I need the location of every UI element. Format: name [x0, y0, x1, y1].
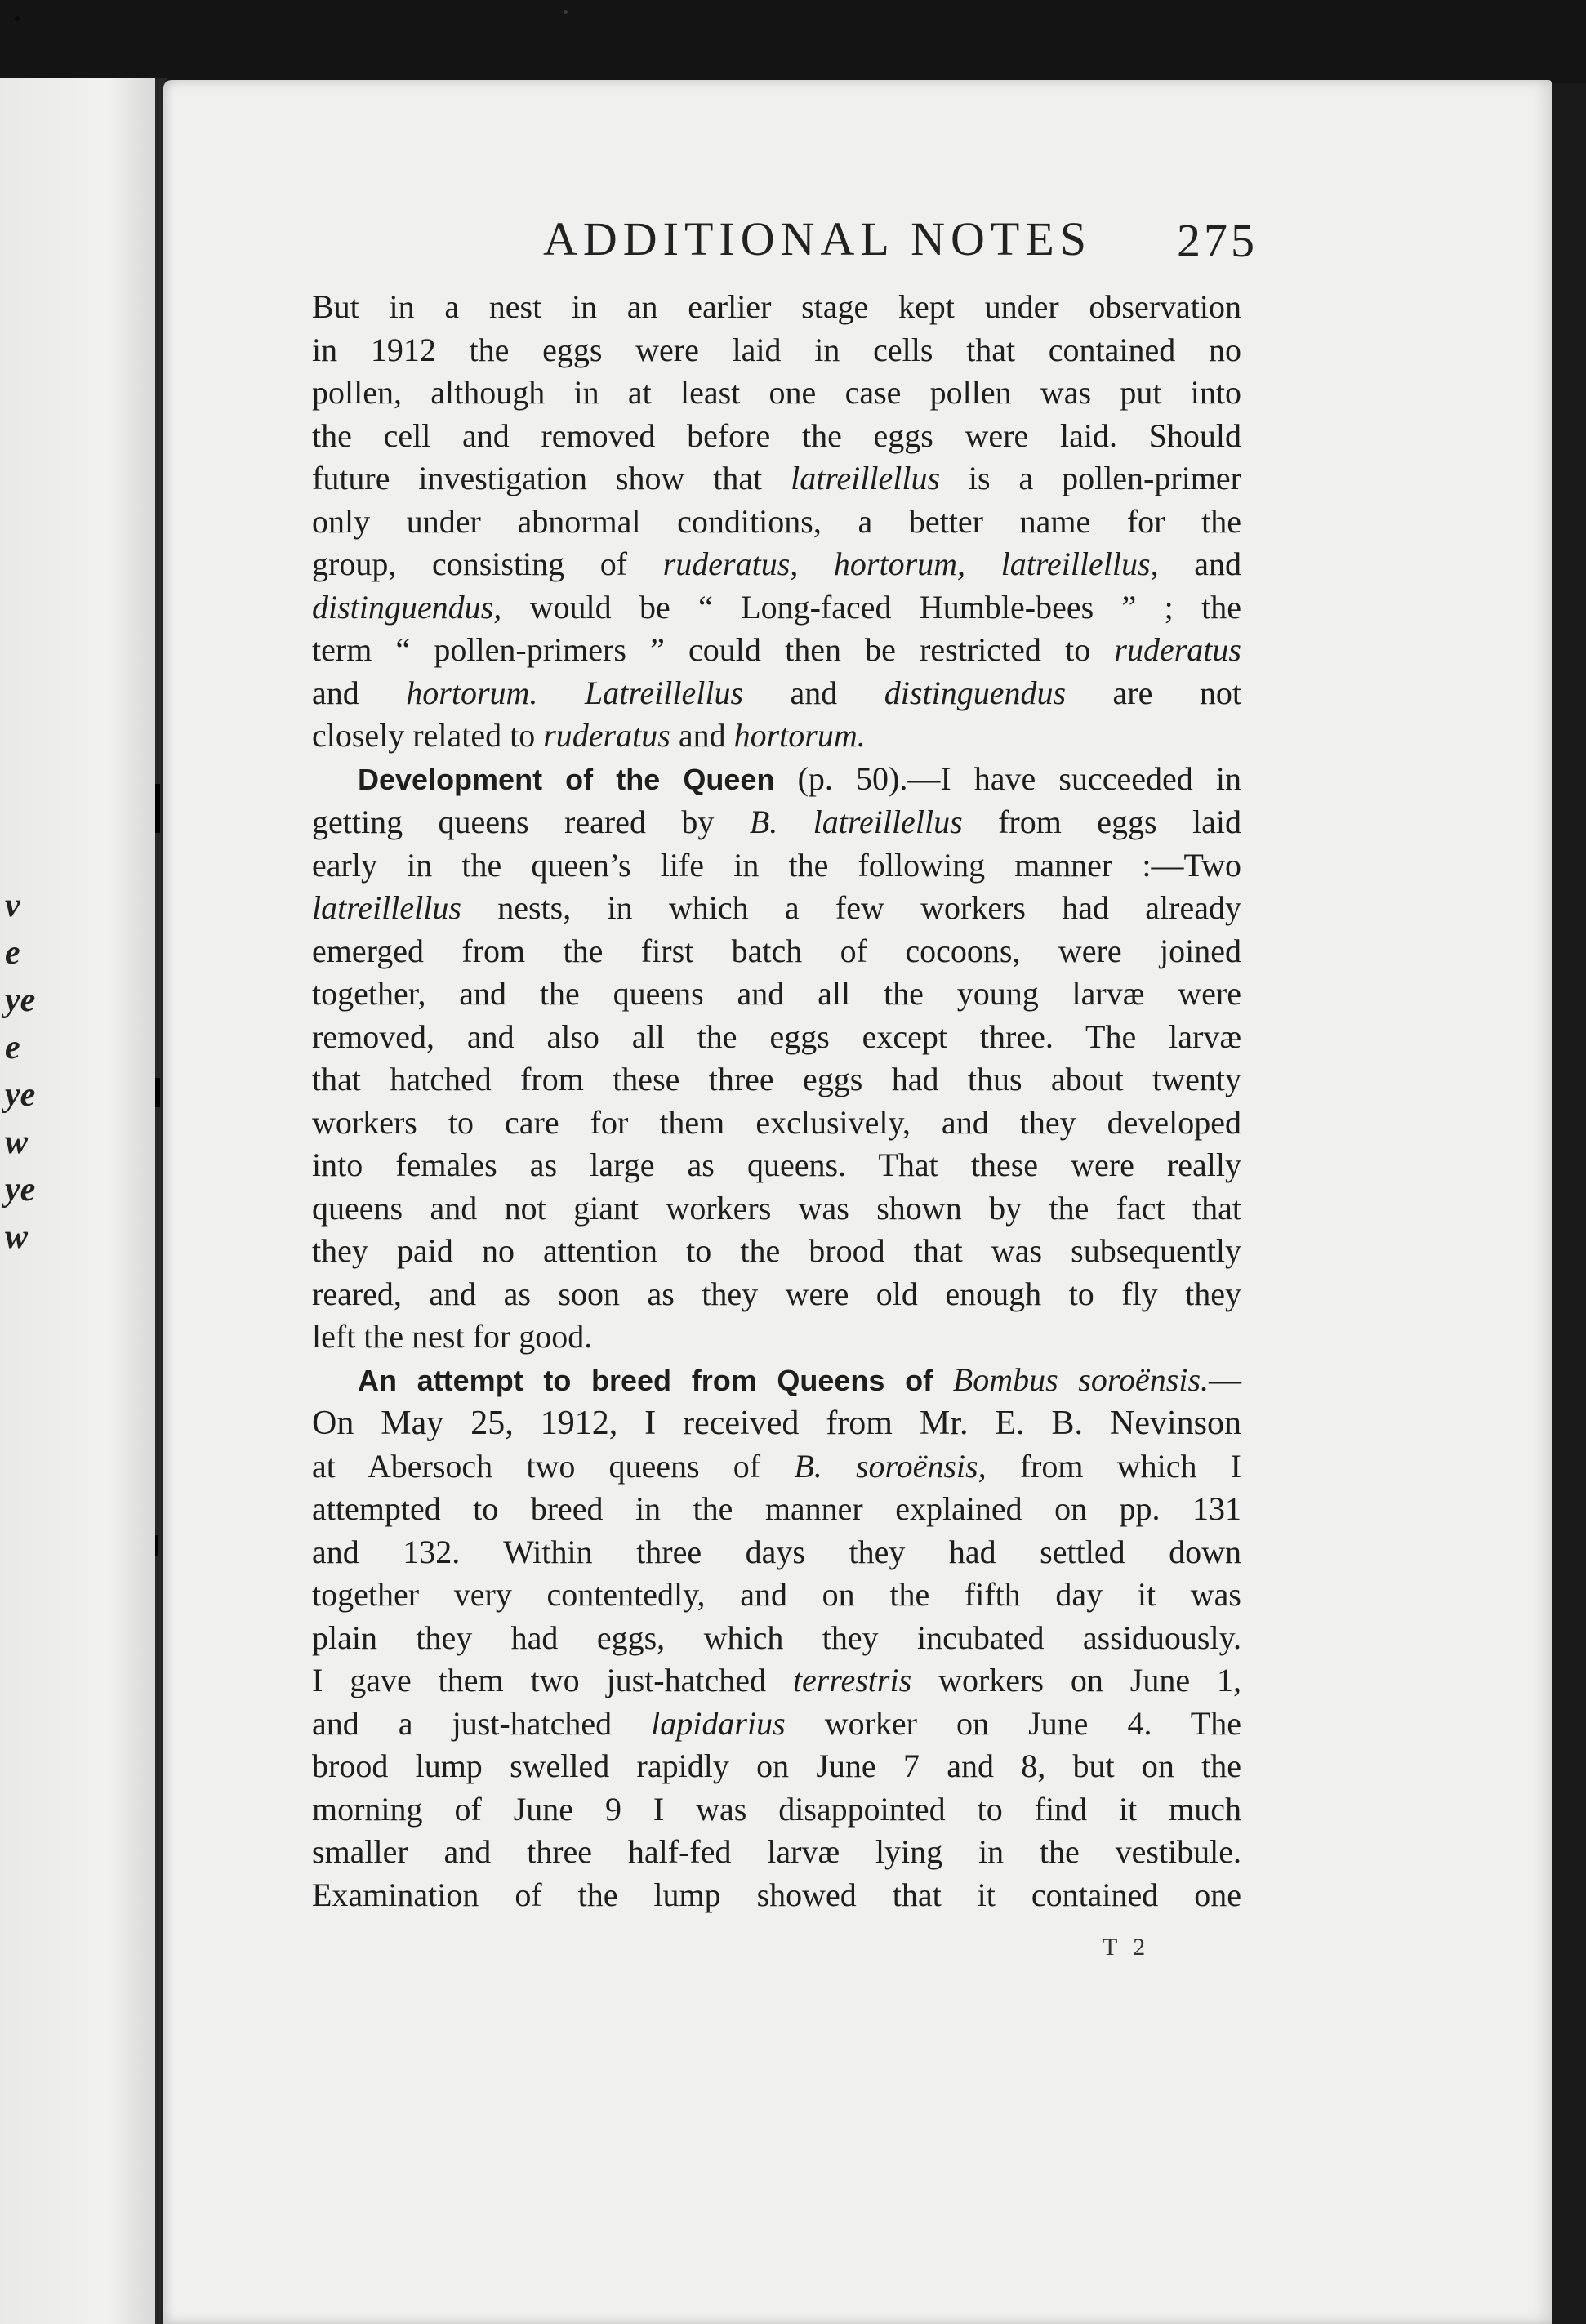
- gutter-mark: [155, 784, 160, 833]
- text-line: and a just-hatched lapidarius worker on June 4. The: [312, 1704, 1241, 1742]
- text-line: Development of the Queen (p. 50).—I have succeeded in: [358, 759, 1241, 797]
- fragment: w: [5, 1218, 29, 1256]
- text-line: On May 25, 1912, I received from Mr. E. B. Nevinson: [312, 1405, 1241, 1442]
- text-line: that hatched from these three eggs had thus about twenty: [312, 1061, 1241, 1097]
- facing-page-fragments: [5, 882, 62, 1261]
- text-line: future investigation show that latreillellus is a pollen-primer: [312, 460, 1241, 496]
- text-line: I gave them two just-hatched terrestris workers on June 1,: [312, 1662, 1242, 1698]
- text-line: they paid no attention to the brood that was subsequently: [312, 1232, 1241, 1269]
- section-heading: An attempt to breed from Queens of: [358, 1363, 933, 1397]
- paragraph-2: [312, 758, 1241, 1359]
- running-head: ADDITIONAL NOTES: [543, 212, 1093, 265]
- text-line: smaller and three half-fed larvæ lying in the vestibule.: [312, 1833, 1241, 1870]
- fragment: w: [5, 1124, 29, 1161]
- text-line: term “ pollen-primers ” could then be restricted to ruderatus: [312, 631, 1241, 668]
- text-line: workers to care for them exclusively, and they developed: [312, 1103, 1241, 1141]
- text-line: Examination of the lump showed that it contained one: [312, 1876, 1241, 1913]
- text-line: plain they had eggs, which they incubated assiduously.: [312, 1618, 1241, 1656]
- scan-speck: [564, 10, 568, 14]
- text-line: group, consisting of ruderatus, hortorum, latreillellus, and: [312, 545, 1241, 582]
- text-line: left the nest for good.: [312, 1318, 593, 1355]
- body-text: [312, 286, 1241, 1917]
- text-line: attempted to breed in the manner explained on pp. 131: [312, 1490, 1241, 1527]
- text-line: An attempt to breed from Queens of Bombus soroënsis.—: [358, 1360, 1242, 1398]
- text-line: removed, and also all the eggs except three. The larvæ: [312, 1017, 1241, 1055]
- text-line: brood lump swelled rapidly on June 7 and 8, but on the: [312, 1747, 1241, 1784]
- page-number: 275: [1177, 214, 1258, 267]
- fragment: ye: [5, 1076, 36, 1114]
- text-line: only under abnormal conditions, a better name for the: [312, 502, 1241, 540]
- text-line: emerged from the first batch of cocoons, were joined: [312, 932, 1241, 969]
- text-line: queens and not giant workers was shown by the fact that: [312, 1189, 1241, 1227]
- fragment: e: [5, 1029, 20, 1066]
- page-header: [376, 208, 1258, 282]
- gutter-mark: [155, 1535, 158, 1556]
- text-line: closely related to ruderatus and hortorum.: [312, 717, 866, 754]
- text-line: together very contentedly, and on the fifth day it was: [312, 1576, 1241, 1613]
- fragment: ye: [5, 1171, 36, 1209]
- text-line: and 132. Within three days they had settled down: [312, 1533, 1241, 1570]
- text-line: pollen, although in at least one case pollen was put into: [312, 374, 1241, 411]
- gutter-mark: [155, 1078, 160, 1107]
- printer-signature: T 2: [1103, 1934, 1151, 1961]
- text-line: at Abersoch two queens of B. soroënsis, from which I: [312, 1447, 1242, 1485]
- text-line: the cell and removed before the eggs were laid. Should: [312, 416, 1241, 454]
- section-heading: Development of the Queen: [358, 762, 775, 796]
- fragment: e: [5, 934, 20, 972]
- text-line: getting queens reared by B. latreillellus from eggs laid: [312, 804, 1241, 840]
- text-line: into females as large as queens. That these were really: [312, 1146, 1241, 1183]
- fragment: ye: [5, 982, 36, 1019]
- text-line: latreillellus nests, in which a few workers had already: [312, 889, 1241, 926]
- facing-page-edge: [0, 78, 155, 2324]
- text-line: distinguendus, would be “ Long-faced Humble-bees ” ; the: [312, 588, 1241, 626]
- text-line: But in a nest in an earlier stage kept under observation: [312, 288, 1241, 325]
- paragraph-1: [312, 286, 1241, 758]
- paragraph-3: [312, 1359, 1241, 1917]
- text-line: and hortorum. Latreillellus and distinguendus are not: [312, 674, 1241, 711]
- fragment: v: [5, 887, 20, 924]
- text-line: reared, and as soon as they were old enough to fly they: [312, 1275, 1241, 1312]
- text-line: in 1912 the eggs were laid in cells that contained no: [312, 331, 1241, 368]
- scan-speck: [15, 16, 20, 21]
- text-line: morning of June 9 I was disappointed to find it much: [312, 1790, 1241, 1828]
- text-line: early in the queen’s life in the following manner :—Two: [312, 846, 1241, 884]
- text-line: together, and the queens and all the young larvæ were: [312, 975, 1241, 1012]
